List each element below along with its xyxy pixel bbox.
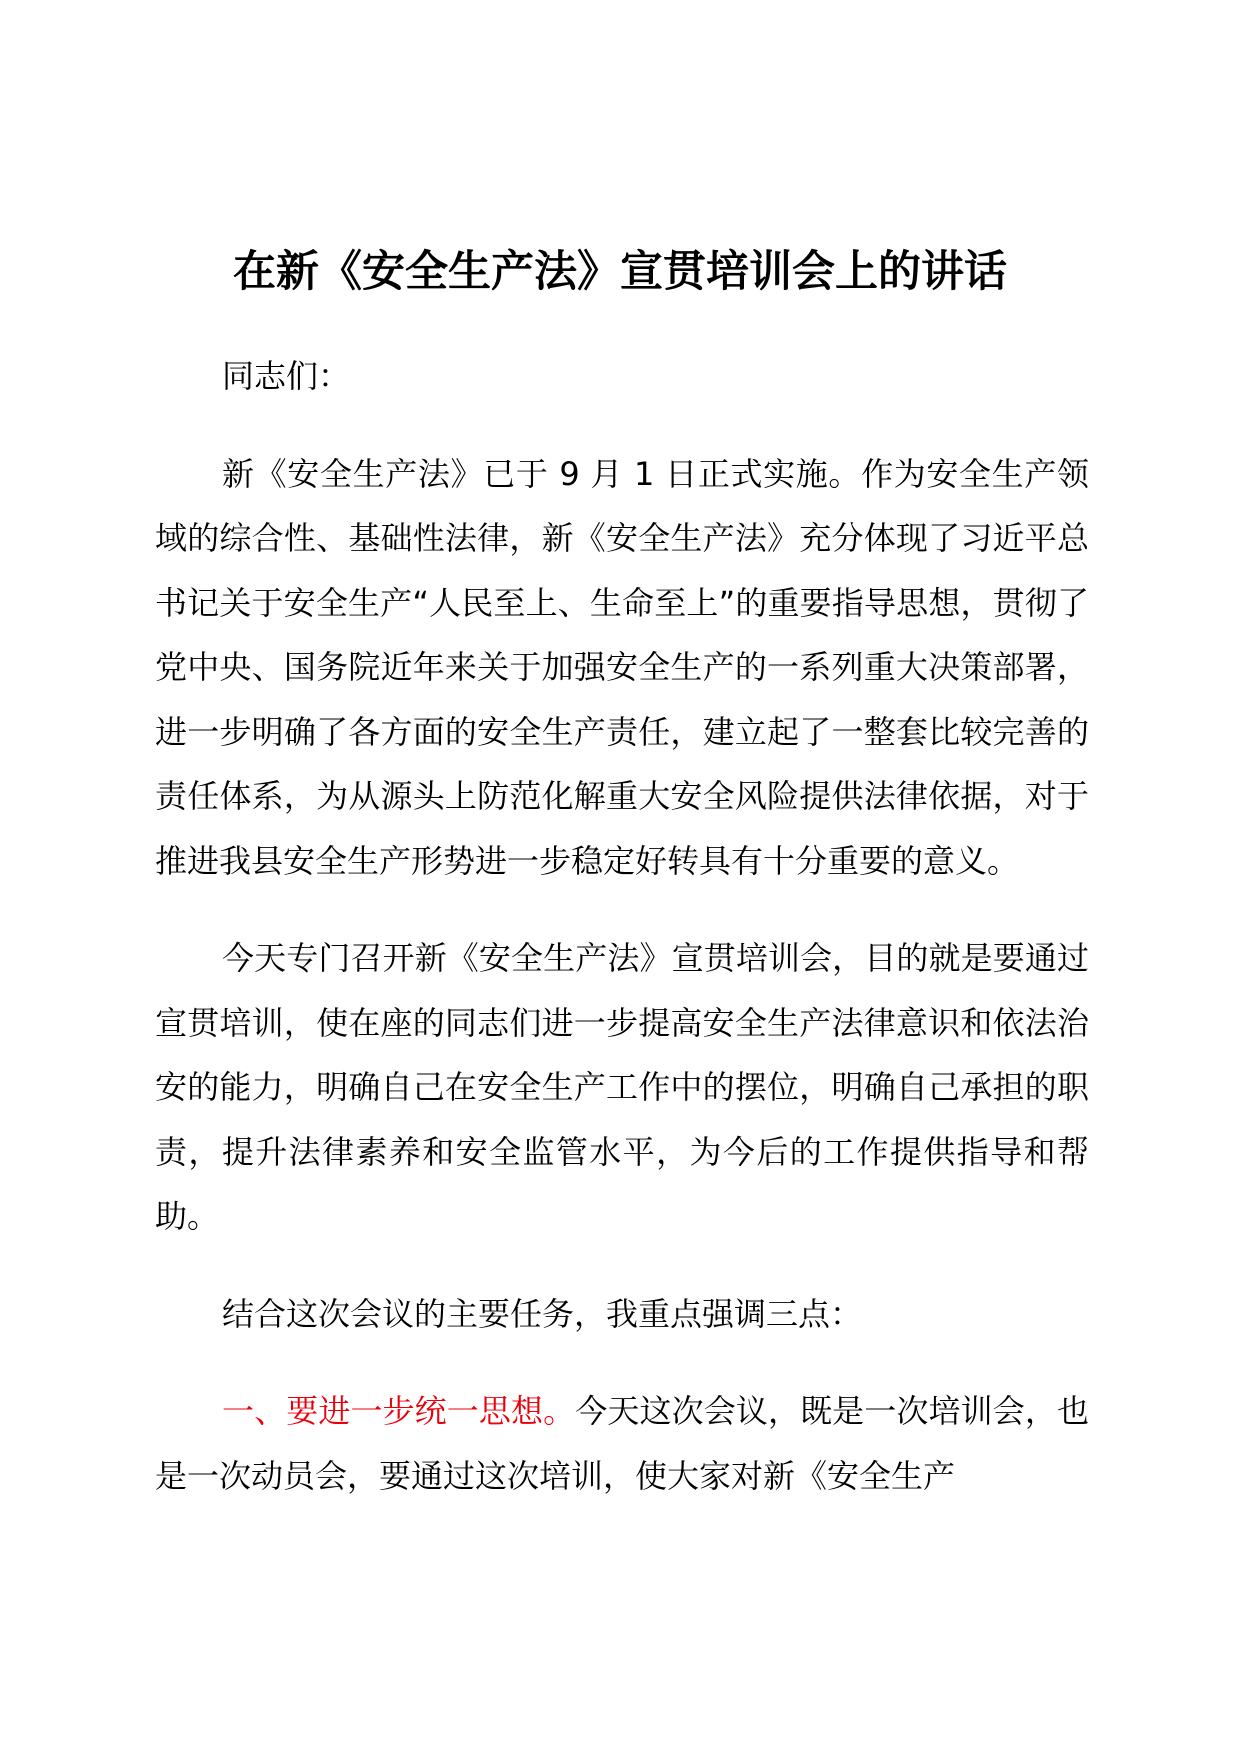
salutation: 同志们： [222,357,351,395]
paragraph-purpose: 今天专门召开新《安全生产法》宣贯培训会，目的就是要通过宣贯培训，使在座的同志们进一步提高安全生产法律意识和依法治安的能力，明确自己在安全生产工作中的摆位，明确自己承担的职责，提升法律素养和安全监管水平，为今后的工作提供指导和帮助。 [155,939,1089,1235]
paragraph-point-one [155,1379,1089,1508]
document-body [155,344,1089,1541]
point-one-heading: 一、要进一步统一思想。 [222,1392,576,1430]
point-one-text: 今天这次会议，既是一次培训会，也是一次动员会，要通过这次培训，使大家对新《安全生产 [155,1392,1089,1495]
document-title: 在新《安全生产法》宣贯培训会上的讲话 [233,247,1007,297]
paragraph-intro: 新《安全生产法》已于 9 月 1 日正式实施。作为安全生产领域的综合性、基础性法律，新《安全生产法》充分体现了习近平总书记关于安全生产“人民至上、生命至上”的重要指导思想，贯彻了党中央、国务院近年来关于加强安全生产的一系列重大决策部署，进一步明确了各方面的安全生产责任，建立起了一整套比较完善的责任体系，为从源头上防范化解重大安全风险提供法律依据，对于推进我县安全生产形势进一步稳定好转具有十分重要的意义。 [155,454,1089,880]
paragraph-three-points: 结合这次会议的主要任务，我重点强调三点： [222,1294,863,1333]
